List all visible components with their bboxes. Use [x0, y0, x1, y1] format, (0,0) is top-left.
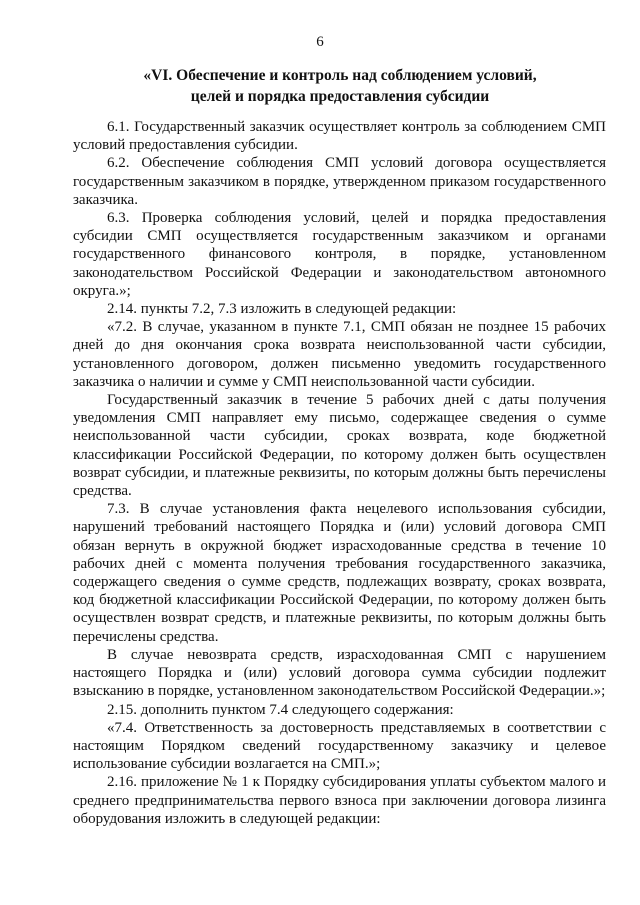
paragraph-2-14: 2.14. пункты 7.2, 7.3 изложить в следующей редакции: — [107, 301, 457, 318]
heading-line-1: «VI. Обеспечение и контроль над соблюдением условий, — [143, 67, 537, 84]
document-body — [73, 118, 606, 828]
paragraph-6-3: 6.3. Проверка соблюдения условий, целей и порядка предоставления субсидии СМП осуществляется государственным заказчиком и органами государственного финансового контроля, в порядке, установленном законодательством Российской Федерации и законодательством автономного округа.»; — [73, 210, 606, 299]
paragraph-2-16: 2.16. приложение № 1 к Порядку субсидирования уплаты субъектом малого и среднего предпринимательства первого взноса при заключении договора лизинга оборудования изложить в следующей редакции: — [73, 774, 606, 827]
heading-line-2: целей и порядка предоставления субсидии — [190, 88, 490, 105]
paragraph-6-1: 6.1. Государственный заказчик осуществляет контроль за соблюдением СМП условий предоставления субсидии. — [73, 119, 606, 154]
paragraph-7-3-continued: В случае невозврата средств, израсходованная СМП с нарушением настоящего Порядка и (или) условий договора сумма субсидии подлежит взысканию в порядке, установленном законодательством Российской Федерации.»; — [73, 646, 606, 700]
section-heading — [80, 65, 600, 107]
paragraph-6-2: 6.2. Обеспечение соблюдения СМП условий договора осуществляется государственным заказчиком в порядке, утвержденном приказом государственного заказчика. — [73, 155, 606, 208]
paragraph-7-3: 7.3. В случае установления факта нецелевого использования субсидии, нарушений требований настоящего Порядка и (или) условий договора СМП обязан вернуть в окружной бюджет израсходованные средства в течение 10 рабочих дней с момента получения требования государственного заказчика, содержащего сведения о сумме средств, подлежащих возврату, сроках возврата, код бюджетной классификации Российской Федерации, по которому должен быть осуществлен возврат средств, и платежные реквизиты, по которым должны быть перечислены средства. — [73, 501, 606, 645]
paragraph-7-4: «7.4. Ответственность за достоверность представляемых в соответствии с настоящим Порядком сведений государственному заказчику и целевое использование субсидии возлагается на СМП.»; — [73, 719, 606, 773]
paragraph-2-15: 2.15. дополнить пунктом 7.4 следующего содержания: — [107, 701, 454, 718]
paragraph-7-2-continued: Государственный заказчик в течение 5 рабочих дней с даты получения уведомления СМП направляет ему письмо, содержащее сведения о сумме неиспользованной части субсидии, сроках возврата, коде бюджетной классификации Российской Федерации, по которому должен быть осуществлен возврат субсидии, и платежные реквизиты, по которым должны быть перечислены средства. — [73, 392, 606, 500]
page-number: 6 — [316, 34, 324, 50]
paragraph-7-2: «7.2. В случае, указанном в пункте 7.1, СМП обязан не позднее 15 рабочих дней до дня окончания срока возврата неиспользованной части субсидии, установленного договором, должен письменно уведомить государственного заказчика о наличии и сумме у СМП неиспользованной части субсидии. — [73, 319, 606, 390]
